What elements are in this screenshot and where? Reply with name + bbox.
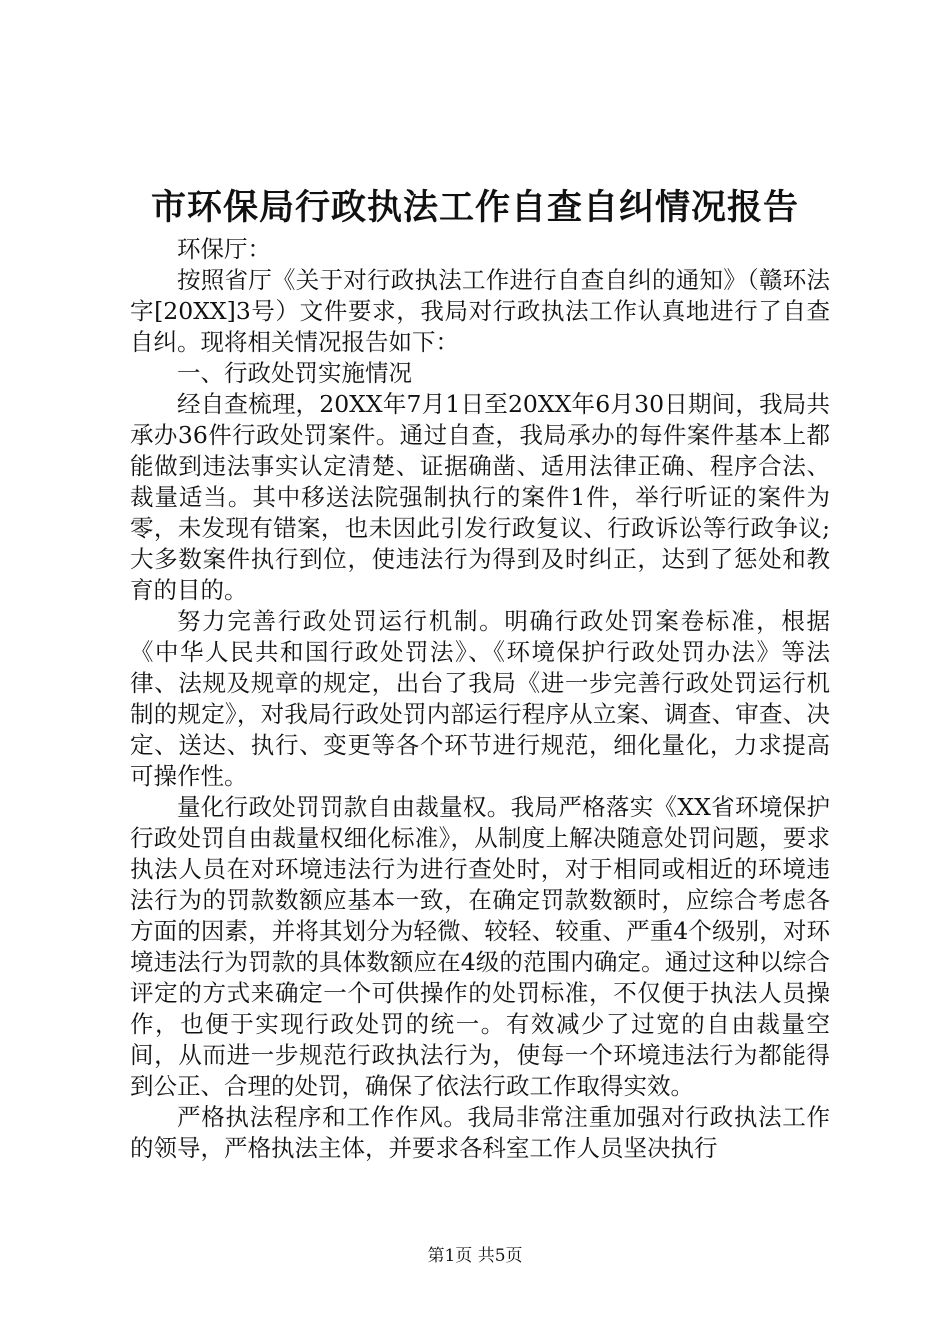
document-body — [130, 234, 830, 1164]
document-title: 市环保局行政执法工作自查自纠情况报告 — [150, 187, 799, 228]
paragraph-procedure: 严格执法程序和工作作风。我局非常注重加强对行政执法工作的领导，严格执法主体，并要求各科室工作人员坚决执行 — [130, 1103, 830, 1162]
paragraph-review: 经自查梳理，20XX年7月1日至20XX年6月30日期间，我局共承办36件行政处罚案件。通过自查，我局承办的每件案件基本上都能做到违法事实认定清楚、证据确凿、适用法律正确、程序合法、裁量适当。其中移送法院强制执行的案件1件，举行听证的案件为零，未发现有错案，也未因此引发行政复议、行政诉讼等行政争议;大多数案件执行到位，使违法行为得到及时纠正，达到了惩处和教育的目的。 — [130, 390, 830, 604]
salutation: 环保厅： — [177, 235, 271, 263]
paragraph-discretion: 量化行政处罚罚款自由裁量权。我局严格落实《XX省环境保护行政处罚自由裁量权细化标准》，从制度上解决随意处罚问题，要求执法人员在对环境违法行为进行查处时，对于相同或相近的环境违法行为的罚款数额应基本一致，在确定罚款数额时，应综合考虑各方面的因素，并将其划分为轻微、较轻、较重、严重4个级别，对环境违法行为罚款的具体数额应在4级的范围内确定。通过这种以综合评定的方式来确定一个可供操作的处罚标准，不仅便于执法人员操作，也便于实现行政处罚的统一。有效减少了过宽的自由裁量空间，从而进一步规范行政执法行为，使每一个环境违法行为都能得到公正、合理的处罚，确保了依法行政工作取得实效。 — [130, 793, 830, 1100]
paragraph-mechanism: 努力完善行政处罚运行机制。明确行政处罚案卷标准，根据《中华人民共和国行政处罚法》、《环境保护行政处罚办法》等法律、法规及规章的规定，出台了我局《进一步完善行政处罚运行机制的规定》，对我局行政处罚内部运行程序从立案、调查、审查、决定、送达、执行、变更等各个环节进行规范，细化量化，力求提高可操作性。 — [130, 607, 830, 790]
section-heading: 一、行政处罚实施情况 — [177, 359, 412, 387]
page-number: 第1页 共5页 — [427, 1246, 523, 1266]
paragraph-intro: 按照省厅《关于对行政执法工作进行自查自纠的通知》（赣环法字[20XX]3号）文件要求，我局对行政执法工作认真地进行了自查自纠。现将相关情况报告如下： — [130, 266, 830, 356]
